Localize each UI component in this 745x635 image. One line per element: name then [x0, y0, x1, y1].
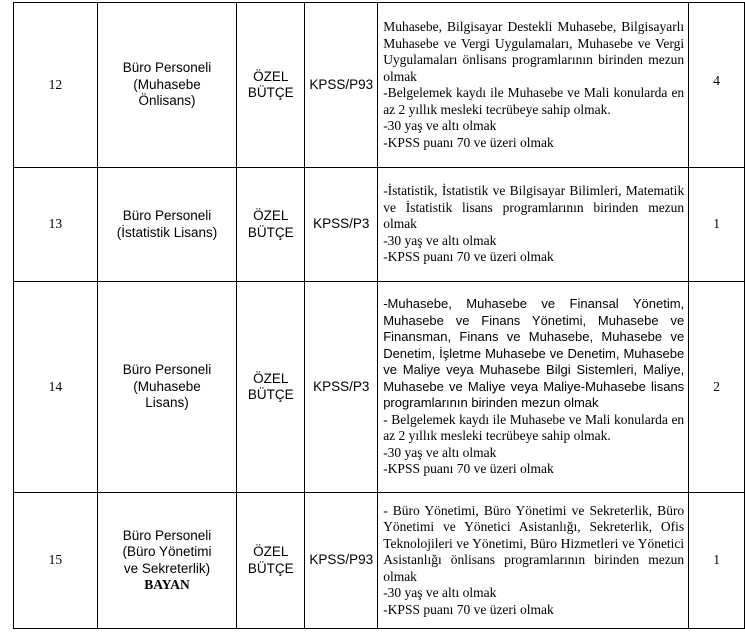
requirements: [378, 3, 689, 168]
requirement-item: -KPSS puanı 70 ve üzeri olmak: [383, 249, 554, 265]
requirements: [378, 493, 689, 629]
requirement-item: Muhasebe, Bilgisayar Destekli Muhasebe, Bilgisayarlı Muhasebe ve Vergi Uygulamaları, Muhasebe ve Vergi Uygulamaları önlisans programlarının birinden mezun olmak: [383, 19, 685, 84]
position-count: 1: [689, 168, 745, 282]
position-count: 2: [689, 282, 745, 493]
row-number: 12: [14, 3, 98, 168]
budget-line: BÜTÇE: [247, 85, 294, 100]
exam-score-type: KPSS/P93: [305, 3, 378, 168]
budget-line: ÖZEL: [253, 68, 289, 84]
position-count: 1: [689, 493, 745, 629]
positions-table: [13, 2, 745, 629]
requirement-item: -İstatistik, İstatistik ve Bilgisayar Bilimleri, Matematik ve İstatistik lisans programlarının birinden mezun olmak: [383, 183, 685, 232]
row-number: 15: [14, 493, 98, 629]
requirement-item: -KPSS puanı 70 ve üzeri olmak: [383, 461, 554, 477]
table-row: [14, 282, 745, 493]
table-row: [14, 493, 745, 629]
exam-score-type: KPSS/P3: [305, 168, 378, 282]
requirements: [378, 168, 689, 282]
row-number: 13: [14, 168, 98, 282]
requirement-item: -30 yaş ve altı olmak: [383, 444, 497, 460]
position-count: 4: [689, 3, 745, 168]
requirement-item: -Belgelemek kaydı ile Muhasebe ve Mali konularda en az 2 yıllık mesleki tecrübeye sahip olmak.: [383, 85, 685, 117]
requirement-item: - Büro Yönetimi, Büro Yönetimi ve Sekreterlik, Büro Yönetimi ve Yönetici Asistanlığı, Sekreterlik, Ofis Teknolojileri ve Yönetimi, Büro Hizmetleri ve Yönetici Asistanlığı önlisans programlarının birinden mezun olmak: [383, 502, 685, 584]
row-number: 14: [14, 282, 98, 493]
budget-line: BÜTÇE: [247, 387, 294, 402]
budget-line: ÖZEL: [253, 208, 289, 223]
exam-score-type: KPSS/P93: [305, 493, 378, 629]
position-title: [97, 282, 237, 493]
budget-type: [237, 493, 305, 629]
budget-line: ÖZEL: [253, 370, 289, 386]
requirement-item: -30 yaş ve altı olmak: [383, 232, 497, 248]
position-line: Büro Personeli: [122, 208, 212, 223]
budget-line: BÜTÇE: [247, 224, 294, 240]
position-line: Büro Personeli: [122, 60, 212, 76]
position-line: (İstatistik Lisans): [116, 224, 218, 240]
position-line: ve Sekreterlik): [123, 560, 211, 576]
position-line: (Büro Yönetimi: [122, 544, 212, 559]
requirements: [378, 282, 689, 493]
requirement-item: -KPSS puanı 70 ve üzeri olmak: [383, 601, 554, 617]
requirement-item: -30 yaş ve altı olmak: [383, 118, 497, 133]
position-line: Büro Personeli: [122, 362, 212, 378]
requirement-item: - Belgelemek kaydı ile Muhasebe ve Mali konularda en az 2 yıllık mesleki tecrübeye sahip olmak.: [383, 411, 685, 444]
requirement-item: -Muhasebe, Muhasebe ve Finansal Yönetim, Muhasebe ve Finans Yönetimi, Muhasebe ve Finansman, Finans ve Muhasebe, Muhasebe ve Denetim, İşletme Muhasebe ve Denetim, Muhasebe ve Maliye veya Muhasebe Bilgi Sistemleri, Maliye, Muhasebe ve Maliye veya Maliye-Muhasebe lisans programlarının birinden mezun olmak: [383, 296, 685, 411]
position-title: [97, 3, 237, 168]
budget-type: [237, 168, 305, 282]
position-title: [97, 168, 237, 282]
requirement-item: -30 yaş ve altı olmak: [383, 585, 497, 601]
position-line: Lisans): [145, 395, 189, 411]
position-line: Önlisans): [138, 93, 196, 109]
position-title: [97, 493, 237, 629]
table-row: [14, 168, 745, 282]
budget-type: [237, 282, 305, 493]
requirement-item: -KPSS puanı 70 ve üzeri olmak: [383, 134, 554, 150]
budget-line: BÜTÇE: [247, 560, 294, 576]
position-note: BAYAN: [144, 577, 190, 592]
position-line: (Muhasebe: [133, 378, 201, 394]
position-line: Büro Personeli: [122, 527, 212, 543]
table-row: [14, 3, 745, 168]
budget-line: ÖZEL: [253, 544, 289, 559]
position-line: (Muhasebe: [133, 76, 201, 92]
exam-score-type: KPSS/P3: [305, 282, 378, 493]
budget-type: [237, 3, 305, 168]
